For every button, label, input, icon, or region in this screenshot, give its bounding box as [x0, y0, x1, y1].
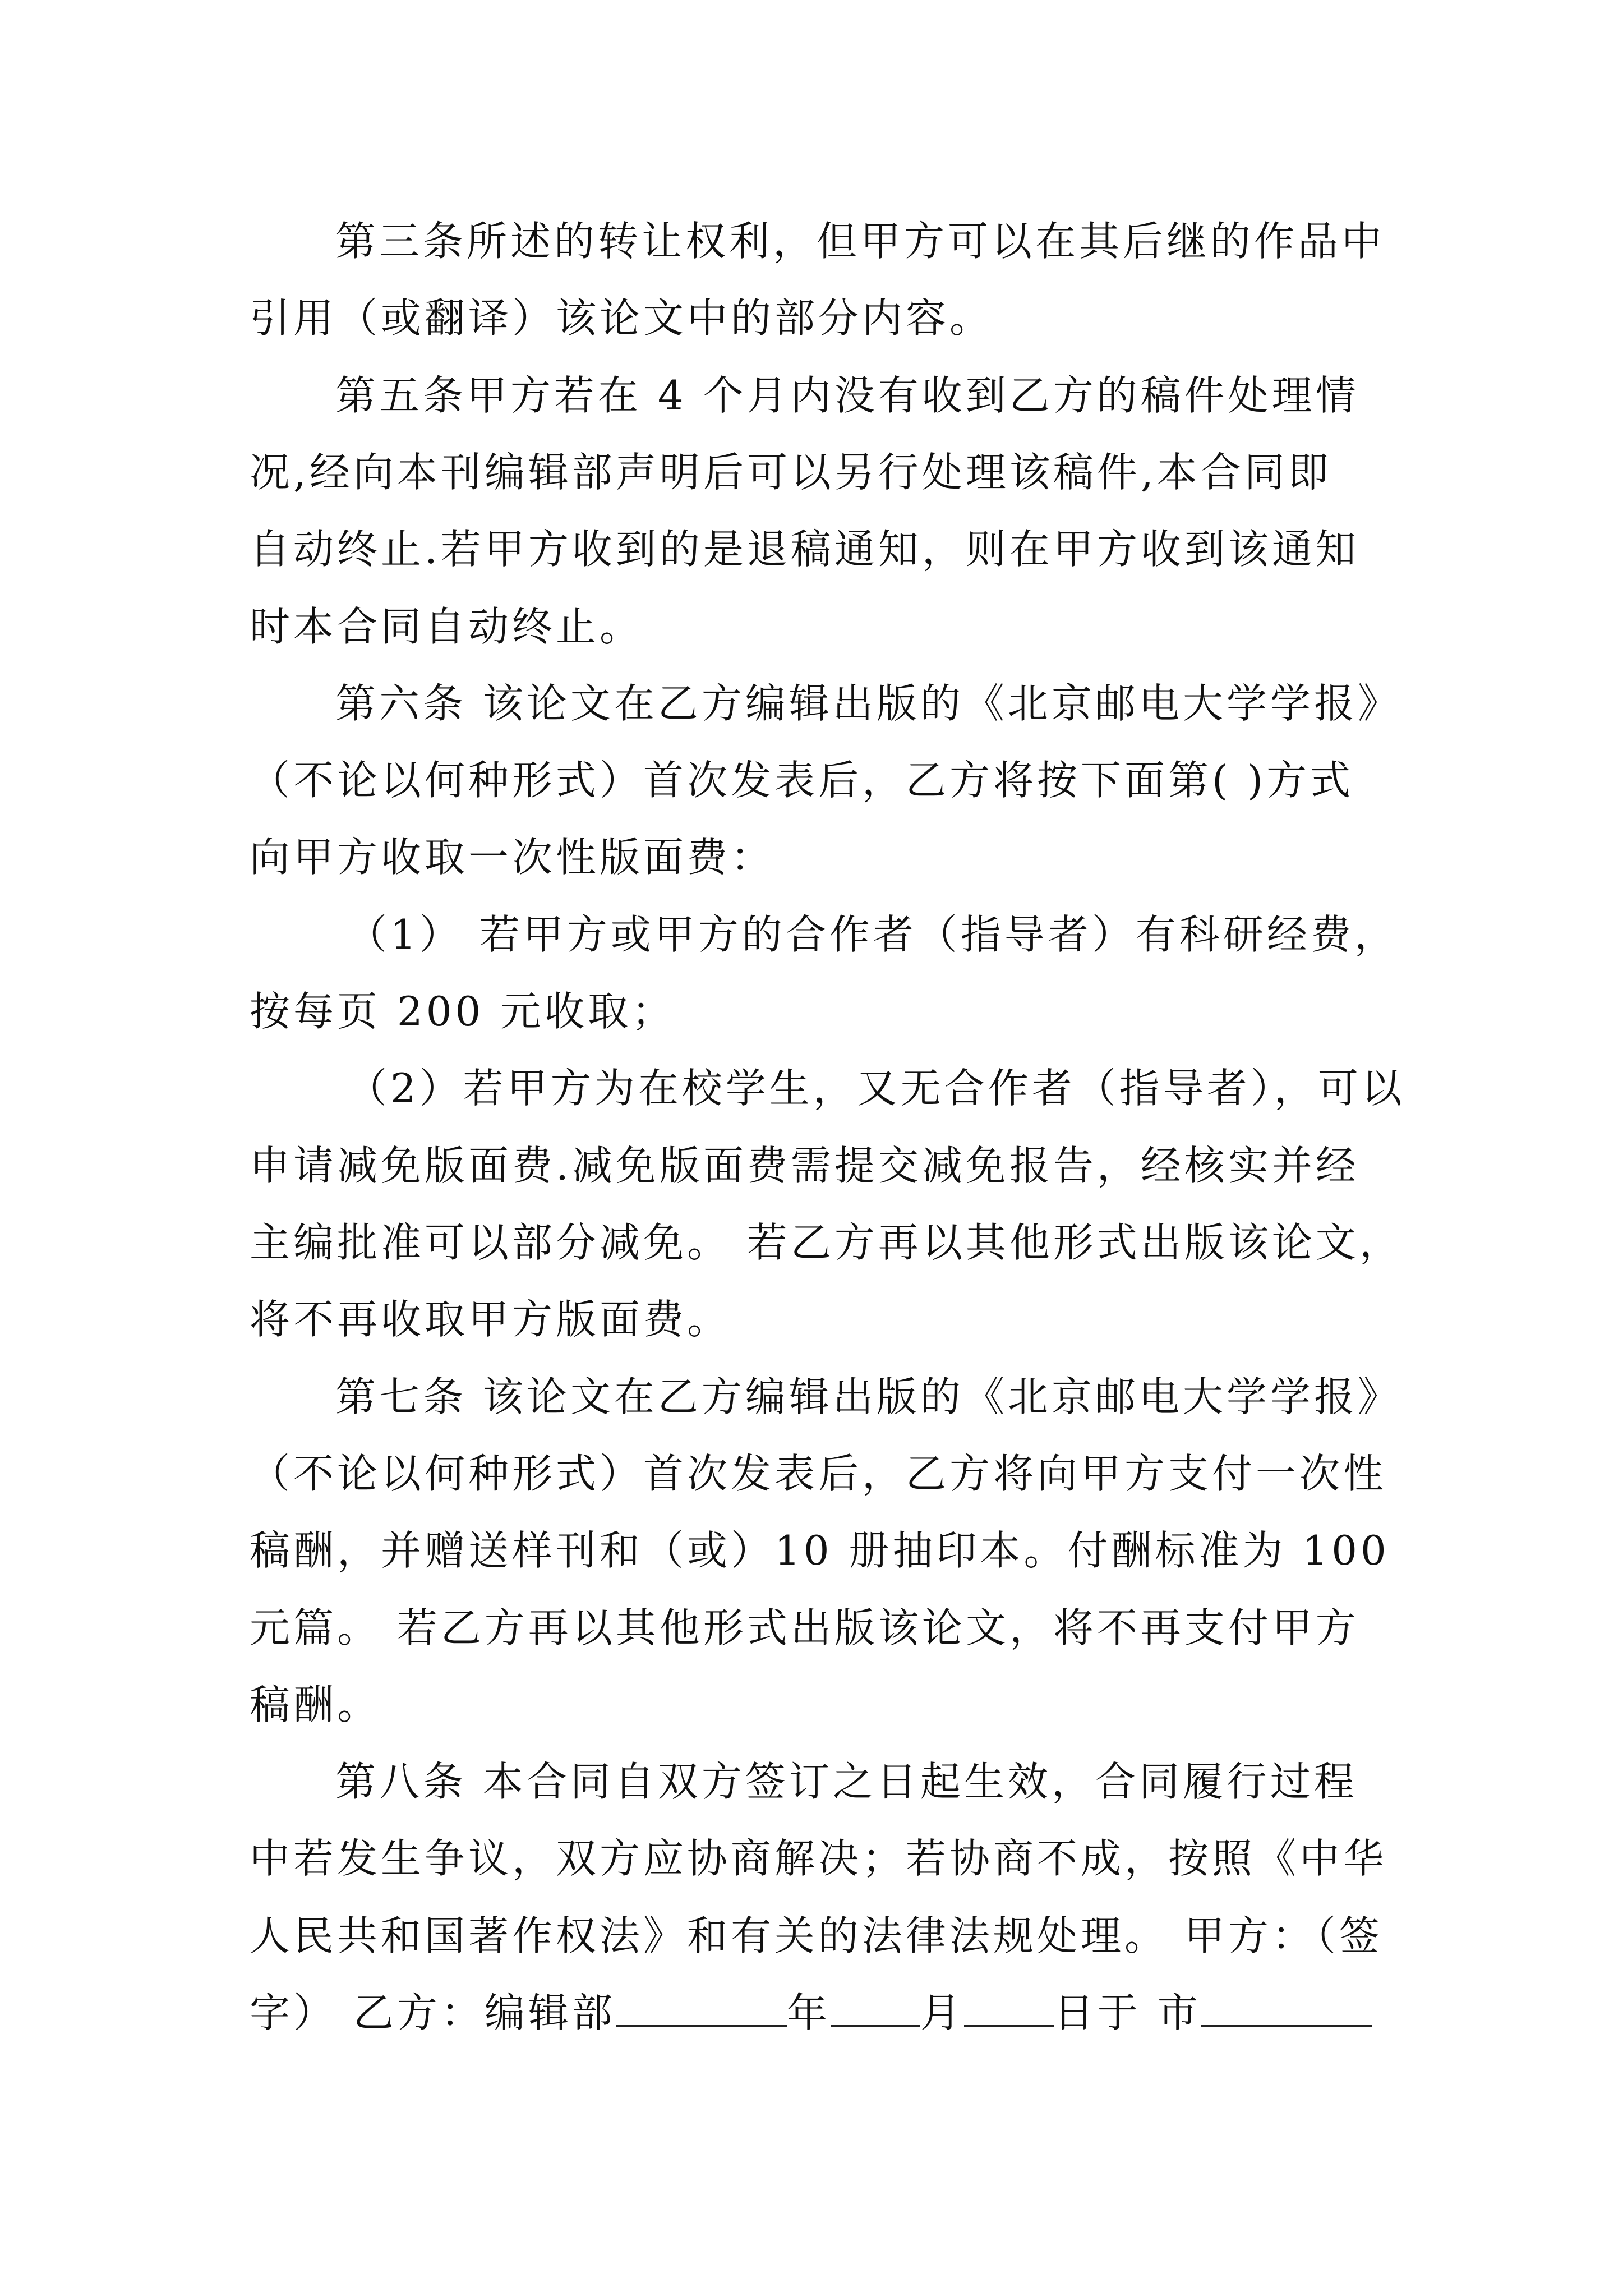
text-line: 稿酬，并赠送样刊和（或）10 册抽印本。付酬标准为 100 — [250, 1527, 1390, 1574]
year-label: 年 — [786, 1989, 831, 2036]
text-line: （不论以何种形式）首次发表后，乙方将向甲方支付一次性 — [250, 1450, 1387, 1497]
text-line: （1） 若甲方或甲方的合作者（指导者）有科研经费， — [347, 911, 1398, 958]
text-line: （不论以何种形式）首次发表后，乙方将按下面第( )方式 — [250, 757, 1354, 804]
text-line: 稿酬。 — [250, 1681, 381, 1728]
text-line: 第五条甲方若在 4 个月内没有收到乙方的稿件处理情 — [335, 372, 1359, 419]
text-line: 元篇。 若乙方再以其他形式出版该论文，将不再支付甲方 — [250, 1604, 1359, 1651]
text-line: 况,经向本刊编辑部声明后可以另行处理该稿件,本合同即 — [250, 449, 1332, 496]
text-line: 向甲方收取一次性版面费： — [250, 834, 775, 881]
city-label: 市 — [1157, 1989, 1201, 2036]
text-line: 中若发生争议，双方应协商解决；若协商不成，按照《中华 — [250, 1835, 1387, 1882]
signature-line — [250, 1987, 1372, 2038]
text-line: 第七条 该论文在乙方编辑出版的《北京邮电大学学报》 — [335, 1373, 1401, 1420]
text-line: 人民共和国著作权法》和有关的法律法规处理。 甲方：（签 — [250, 1912, 1383, 1959]
day-label: 日于 — [1053, 1989, 1141, 2036]
signature-prefix: 字） 乙方：编辑部 — [250, 1989, 616, 2036]
text-line: 第八条 本合同自双方签订之日起生效，合同履行过程 — [335, 1758, 1358, 1805]
text-line: 第六条 该论文在乙方编辑出版的《北京邮电大学学报》 — [335, 680, 1401, 727]
text-line: 按每页 200 元收取； — [250, 988, 676, 1035]
text-line: 主编批准可以部分减免。 若乙方再以其他形式出版该论文， — [250, 1219, 1403, 1266]
text-line: 申请减免版面费.减免版面费需提交减免报告，经核实并经 — [250, 1142, 1359, 1189]
text-line: （2）若甲方为在校学生，又无合作者（指导者），可以 — [347, 1065, 1405, 1112]
text-line: 自动终止.若甲方收到的是退稿通知，则在甲方收到该通知 — [250, 526, 1359, 573]
city-blank — [1201, 1990, 1372, 2027]
text-line: 时本合同自动终止。 — [250, 603, 644, 650]
text-line: 将不再收取甲方版面费。 — [250, 1296, 731, 1343]
day-blank — [964, 1990, 1054, 2027]
month-label: 月 — [920, 1989, 964, 2036]
text-line: 第三条所述的转让权利，但甲方可以在其后继的作品中 — [335, 218, 1386, 265]
editor-blank — [616, 1990, 787, 2027]
month-blank — [831, 1990, 920, 2027]
text-line: 引用（或翻译）该论文中的部分内容。 — [250, 295, 994, 342]
